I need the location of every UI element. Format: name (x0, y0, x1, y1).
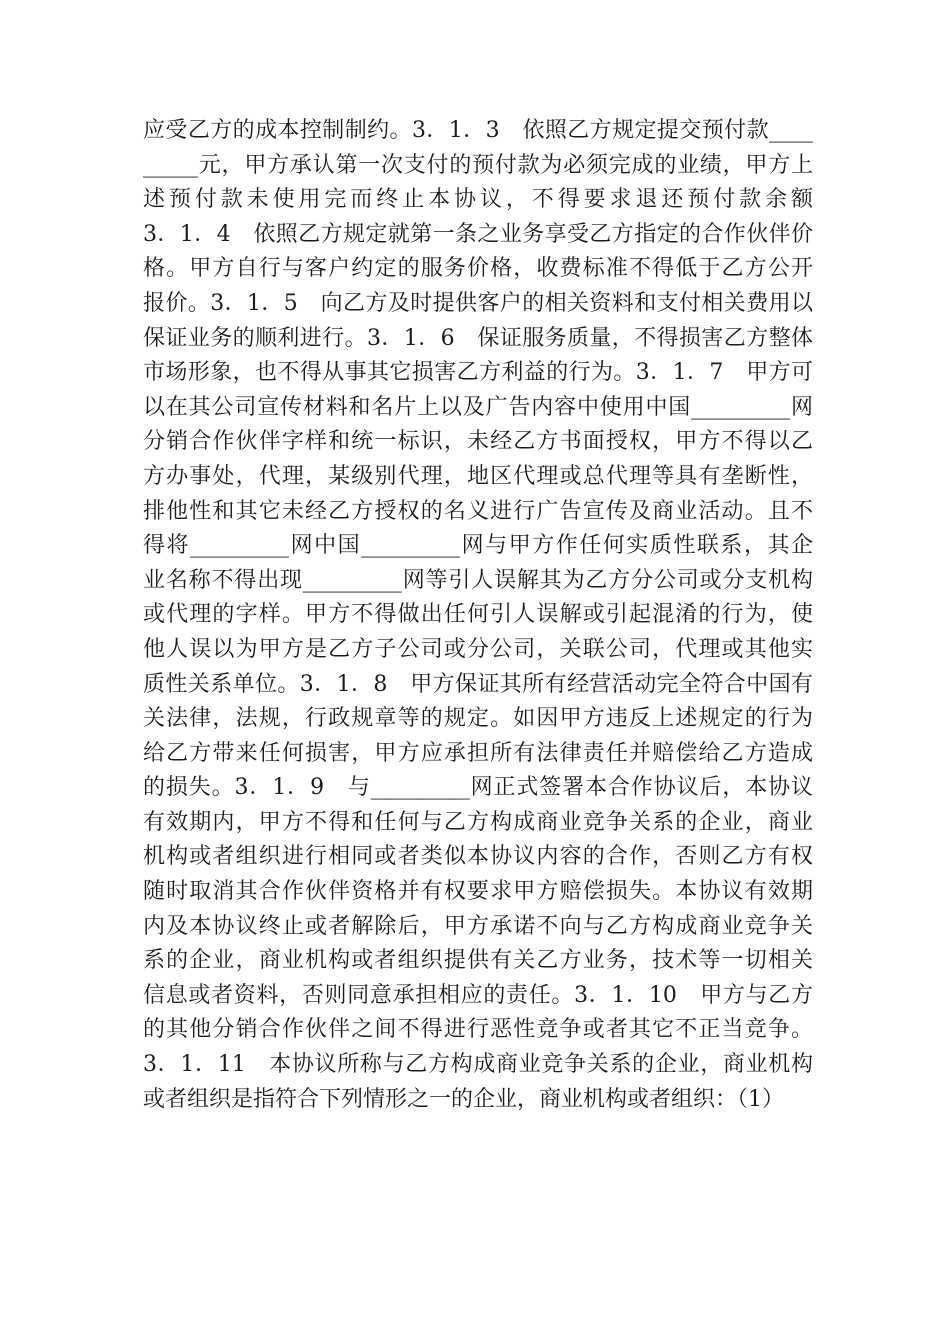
text-line: 格。甲方自行与客户约定的服务价格，收费标准不得低于乙方公开 (143, 256, 813, 282)
text-line: 或代理的字样。甲方不得做出任何引人误解或引起混淆的行为，使 (143, 602, 813, 628)
text-line: 给乙方带来任何损害，甲方应承担所有法律责任并赔偿给乙方造成 (143, 740, 813, 766)
text-line: 的损失。3．1．9 与_________网正式签署本合作协议后，本协议 (143, 775, 813, 801)
text-line: 市场形象，也不得从事其它损害乙方利益的行为。3．1．7 甲方可 (143, 360, 813, 386)
text-line: 得将_________网中国_________网与甲方作任何实质性联系，其企 (143, 533, 813, 559)
text-line: 分销合作伙伴字样和统一标识，未经乙方书面授权，甲方不得以乙 (143, 429, 813, 455)
text-line: 排他性和其它未经乙方授权的名义进行广告宣传及商业活动。且不 (143, 498, 813, 524)
text-line: 3．1．4 依照乙方规定就第一条之业务享受乙方指定的合作伙伴价 (143, 221, 813, 247)
text-line: 保证业务的顺利进行。3．1．6 保证服务质量，不得损害乙方整体 (143, 325, 813, 351)
text-line: 报价。3．1．5 向乙方及时提供客户的相关资料和支付相关费用以 (143, 290, 813, 316)
text-line: 质性关系单位。3．1．8 甲方保证其所有经营活动完全符合中国有 (143, 671, 813, 697)
text-line: 述预付款未使用完而终止本协议，不得要求退还预付款余额 (143, 187, 813, 213)
text-line: 3．1．11 本协议所称与乙方构成商业竞争关系的企业，商业机构 (143, 1052, 813, 1078)
text-line: 应受乙方的成本控制制约。3．1．3 依照乙方规定提交预付款____ (143, 118, 813, 143)
text-line: 有效期内，甲方不得和任何与乙方构成商业竞争关系的企业，商业 (143, 809, 813, 835)
text-line: 信息或者资料，否则同意承担相应的责任。3．1．10 甲方与乙方 (143, 982, 813, 1008)
text-line: 以在其公司宣传材料和名片上以及广告内容中使用中国_________网 (143, 394, 813, 420)
text-line: 随时取消其合作伙伴资格并有权要求甲方赔偿损失。本协议有效期 (143, 879, 813, 905)
text-line: 他人误以为甲方是乙方子公司或分公司，关联公司，代理或其他实 (143, 636, 813, 662)
text-line: 机构或者组织进行相同或者类似本协议内容的合作，否则乙方有权 (143, 844, 813, 870)
text-line: _____元，甲方承认第一次支付的预付款为必须完成的业绩，甲方上 (143, 152, 813, 178)
text-line: 业名称不得出现_________网等引人误解其为乙方分公司或分支机构 (143, 567, 813, 593)
text-line: 或者组织是指符合下列情形之一的企业，商业机构或者组织：（1） (143, 1086, 784, 1112)
text-line: 方办事处，代理，某级别代理，地区代理或总代理等具有垄断性， (143, 463, 813, 489)
text-line: 内及本协议终止或者解除后，甲方承诺不向与乙方构成商业竞争关 (143, 913, 813, 939)
text-line: 关法律，法规，行政规章等的规定。如因甲方违反上述规定的行为 (143, 706, 813, 732)
text-line: 的其他分销合作伙伴之间不得进行恶性竞争或者其它不正当竞争。 (143, 1017, 813, 1043)
text-line: 系的企业，商业机构或者组织提供有关乙方业务，技术等一切相关 (143, 948, 813, 974)
body-text (143, 114, 813, 1117)
